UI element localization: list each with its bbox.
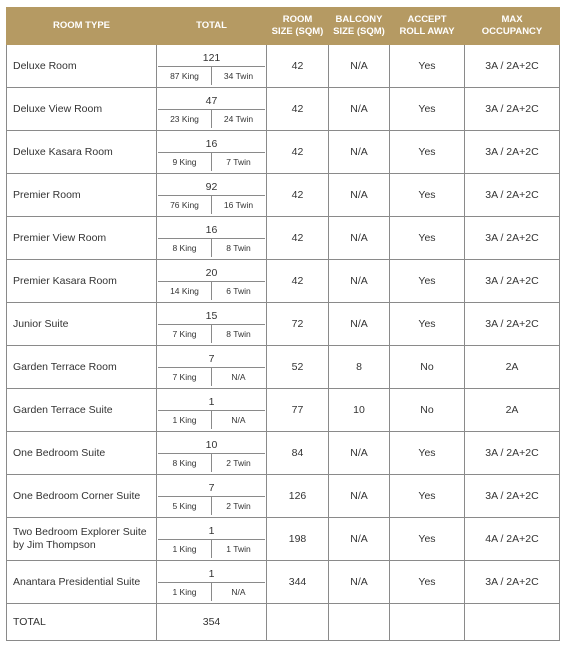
total-cell xyxy=(157,260,267,303)
empty-cell xyxy=(267,604,329,641)
room-type-name: Premier View Room xyxy=(7,217,157,260)
twin-count: 2 Twin xyxy=(226,501,251,511)
header-accept-roll-away: ACCEPT ROLL AWAY xyxy=(390,8,465,45)
empty-cell xyxy=(390,604,465,641)
max-occupancy: 3A / 2A+2C xyxy=(465,303,560,346)
king-count: 7 King xyxy=(158,325,212,343)
accept-roll-away: Yes xyxy=(390,88,465,131)
twin-count: N/A xyxy=(231,372,246,382)
bed-split xyxy=(158,110,265,128)
balcony-size: N/A xyxy=(329,561,390,604)
accept-roll-away: Yes xyxy=(390,260,465,303)
total-cell xyxy=(157,432,267,475)
room-type-name: Premier Kasara Room xyxy=(7,260,157,303)
max-occupancy: 3A / 2A+2C xyxy=(465,45,560,88)
table-row xyxy=(7,174,560,217)
total-cell xyxy=(157,88,267,131)
balcony-size: N/A xyxy=(329,260,390,303)
twin-count: 2 Twin xyxy=(226,458,251,468)
empty-cell xyxy=(465,604,560,641)
room-type-name: One Bedroom Suite xyxy=(7,432,157,475)
bed-split xyxy=(158,540,265,558)
total-count: 16 xyxy=(158,219,265,239)
room-type-name: Garden Terrace Suite xyxy=(7,389,157,432)
max-occupancy: 3A / 2A+2C xyxy=(465,475,560,518)
header-room-size: ROOM SIZE (SQM) xyxy=(267,8,329,45)
king-count: 23 King xyxy=(158,110,212,128)
max-occupancy: 4A / 2A+2C xyxy=(465,518,560,561)
bed-split xyxy=(158,454,265,472)
room-size: 72 xyxy=(267,303,329,346)
balcony-size: 10 xyxy=(329,389,390,432)
room-size: 126 xyxy=(267,475,329,518)
max-occupancy: 3A / 2A+2C xyxy=(465,174,560,217)
balcony-size: N/A xyxy=(329,217,390,260)
total-count: 121 xyxy=(158,47,265,67)
king-count: 76 King xyxy=(158,196,212,214)
room-size: 52 xyxy=(267,346,329,389)
room-size: 42 xyxy=(267,131,329,174)
accept-roll-away: Yes xyxy=(390,475,465,518)
room-size: 198 xyxy=(267,518,329,561)
max-occupancy: 3A / 2A+2C xyxy=(465,217,560,260)
room-type-name: One Bedroom Corner Suite xyxy=(7,475,157,518)
room-size: 42 xyxy=(267,217,329,260)
accept-roll-away: No xyxy=(390,389,465,432)
bed-split xyxy=(158,497,265,515)
balcony-size: N/A xyxy=(329,45,390,88)
accept-roll-away: Yes xyxy=(390,561,465,604)
table-row xyxy=(7,346,560,389)
max-occupancy: 2A xyxy=(465,389,560,432)
bed-split xyxy=(158,282,265,300)
total-count: 47 xyxy=(158,90,265,110)
total-cell xyxy=(157,217,267,260)
room-size: 84 xyxy=(267,432,329,475)
room-size: 42 xyxy=(267,45,329,88)
total-count: 20 xyxy=(158,262,265,282)
balcony-size: 8 xyxy=(329,346,390,389)
balcony-size: N/A xyxy=(329,475,390,518)
twin-count: 34 Twin xyxy=(223,71,254,81)
accept-roll-away: Yes xyxy=(390,174,465,217)
total-cell xyxy=(157,389,267,432)
accept-roll-away: Yes xyxy=(390,303,465,346)
balcony-size: N/A xyxy=(329,88,390,131)
king-count: 1 King xyxy=(158,540,212,558)
table-row xyxy=(7,518,560,561)
room-size: 42 xyxy=(267,88,329,131)
max-occupancy: 3A / 2A+2C xyxy=(465,131,560,174)
king-count: 5 King xyxy=(158,497,212,515)
room-size: 344 xyxy=(267,561,329,604)
accept-roll-away: Yes xyxy=(390,45,465,88)
room-type-name: Deluxe Kasara Room xyxy=(7,131,157,174)
table-row xyxy=(7,432,560,475)
total-count: 7 xyxy=(158,348,265,368)
total-count: 92 xyxy=(158,176,265,196)
table-row xyxy=(7,45,560,88)
total-count: 16 xyxy=(158,133,265,153)
bed-split xyxy=(158,325,265,343)
accept-roll-away: Yes xyxy=(390,518,465,561)
balcony-size: N/A xyxy=(329,303,390,346)
room-type-name: Two Bedroom Explorer Suite by Jim Thompson xyxy=(7,518,157,561)
twin-count: 24 Twin xyxy=(223,114,254,124)
room-type-name: Deluxe Room xyxy=(7,45,157,88)
total-label: TOTAL xyxy=(7,604,157,641)
king-count: 8 King xyxy=(158,239,212,257)
total-cell xyxy=(157,518,267,561)
twin-count: 6 Twin xyxy=(226,286,251,296)
bed-split xyxy=(158,411,265,429)
table-row xyxy=(7,260,560,303)
table-row xyxy=(7,475,560,518)
twin-count: 7 Twin xyxy=(226,157,251,167)
room-size: 77 xyxy=(267,389,329,432)
king-count: 87 King xyxy=(158,67,212,85)
table-row xyxy=(7,131,560,174)
total-cell xyxy=(157,475,267,518)
bed-split xyxy=(158,583,265,601)
king-count: 14 King xyxy=(158,282,212,300)
header-total: TOTAL xyxy=(157,8,267,45)
total-count: 7 xyxy=(158,477,265,497)
bed-split xyxy=(158,67,265,85)
room-size: 42 xyxy=(267,174,329,217)
room-type-name: Anantara Presidential Suite xyxy=(7,561,157,604)
table-header-row xyxy=(7,8,560,45)
bed-split xyxy=(158,368,265,386)
accept-roll-away: Yes xyxy=(390,217,465,260)
table-row xyxy=(7,88,560,131)
total-cell xyxy=(157,303,267,346)
room-type-name: Junior Suite xyxy=(7,303,157,346)
table-total-row xyxy=(7,604,560,641)
king-count: 1 King xyxy=(158,411,212,429)
balcony-size: N/A xyxy=(329,518,390,561)
king-count: 9 King xyxy=(158,153,212,171)
header-balcony-size: BALCONY SIZE (SQM) xyxy=(329,8,390,45)
max-occupancy: 2A xyxy=(465,346,560,389)
header-max-occupancy: MAX OCCUPANCY xyxy=(465,8,560,45)
king-count: 7 King xyxy=(158,368,212,386)
accept-roll-away: Yes xyxy=(390,432,465,475)
table-row xyxy=(7,303,560,346)
twin-count: 8 Twin xyxy=(226,243,251,253)
total-cell xyxy=(157,561,267,604)
header-room-type: ROOM TYPE xyxy=(7,8,157,45)
room-type-name: Premier Room xyxy=(7,174,157,217)
total-cell xyxy=(157,346,267,389)
table-row xyxy=(7,389,560,432)
twin-count: 16 Twin xyxy=(223,200,254,210)
balcony-size: N/A xyxy=(329,131,390,174)
accept-roll-away: No xyxy=(390,346,465,389)
twin-count: N/A xyxy=(231,415,246,425)
table-row xyxy=(7,217,560,260)
max-occupancy: 3A / 2A+2C xyxy=(465,561,560,604)
empty-cell xyxy=(329,604,390,641)
accept-roll-away: Yes xyxy=(390,131,465,174)
total-rooms-value: 354 xyxy=(157,604,267,641)
twin-count: 1 Twin xyxy=(226,544,251,554)
twin-count: N/A xyxy=(231,587,246,597)
total-cell xyxy=(157,174,267,217)
king-count: 8 King xyxy=(158,454,212,472)
table-body xyxy=(7,45,560,604)
total-cell xyxy=(157,45,267,88)
max-occupancy: 3A / 2A+2C xyxy=(465,88,560,131)
bed-split xyxy=(158,196,265,214)
room-type-name: Garden Terrace Room xyxy=(7,346,157,389)
total-cell xyxy=(157,131,267,174)
total-count: 1 xyxy=(158,391,265,411)
total-count: 1 xyxy=(158,520,265,540)
room-types-table xyxy=(6,7,560,641)
balcony-size: N/A xyxy=(329,174,390,217)
king-count: 1 King xyxy=(158,583,212,601)
total-count: 15 xyxy=(158,305,265,325)
max-occupancy: 3A / 2A+2C xyxy=(465,260,560,303)
bed-split xyxy=(158,153,265,171)
balcony-size: N/A xyxy=(329,432,390,475)
table-row xyxy=(7,561,560,604)
max-occupancy: 3A / 2A+2C xyxy=(465,432,560,475)
room-type-name: Deluxe View Room xyxy=(7,88,157,131)
room-size: 42 xyxy=(267,260,329,303)
total-count: 1 xyxy=(158,563,265,583)
twin-count: 8 Twin xyxy=(226,329,251,339)
total-count: 10 xyxy=(158,434,265,454)
bed-split xyxy=(158,239,265,257)
